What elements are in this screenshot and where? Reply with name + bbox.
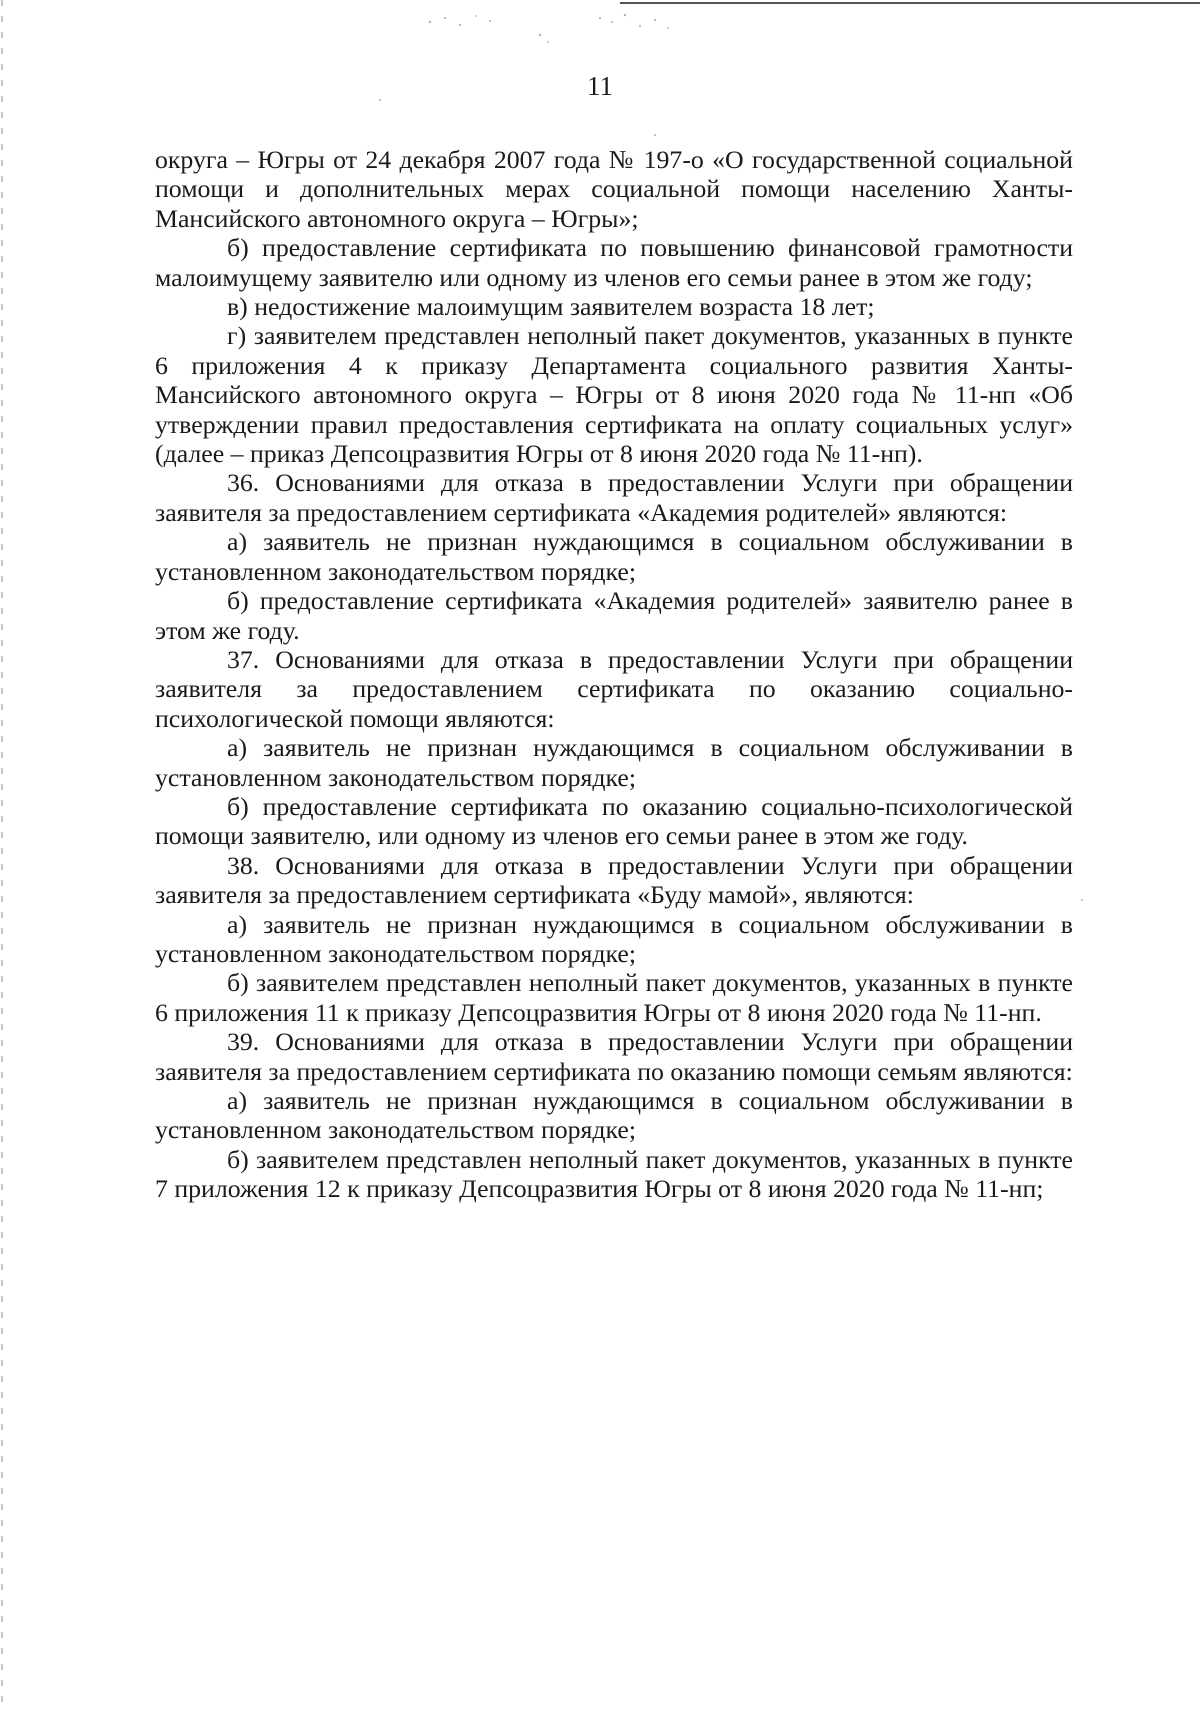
paragraph-38: 38. Основаниями для отказа в предоставлении Услуги при обращении заявителя за предоставлением сертификата «Буду мамой», являются: xyxy=(155,850,1073,910)
document-body xyxy=(155,145,1073,1204)
paragraph-item-b: б) предоставление сертификата по повышению финансовой грамотности малоимущему заявителю или одному из членов его семьи ранее в этом же году; xyxy=(155,233,1073,292)
paragraph-38-b: б) заявителем представлен неполный пакет документов, указанных в пункте 6 приложения 11 к приказу Депсоцразвития Югры от 8 июня 2020 года № 11-нп. xyxy=(155,968,1073,1027)
paragraph-37: 37. Основаниями для отказа в предоставлении Услуги при обращении заявителя за предоставлением сертификата по оказанию социально-психологической помощи являются: xyxy=(155,644,1073,733)
paragraph-39: 39. Основаниями для отказа в предоставлении Услуги при обращении заявителя за предоставлением сертификата по оказанию помощи семьям являются: xyxy=(155,1027,1073,1086)
paragraph-item-v: в) недостижение малоимущим заявителем возраста 18 лет; xyxy=(227,292,875,322)
paragraph-36-a: а) заявитель не признан нуждающимся в социальном обслуживании в установленном законодательством порядке; xyxy=(155,527,1073,586)
paragraph-36-b: б) предоставление сертификата «Академия родителей» заявителю ранее в этом же году. xyxy=(155,586,1073,645)
paragraph-37-b: б) предоставление сертификата по оказанию социально-психологической помощи заявителю, или одному из членов его семьи ранее в этом же году. xyxy=(155,791,1073,851)
paragraph-continuation: округа – Югры от 24 декабря 2007 года № 197-о «О государственной социальной помощи и дополнительных мерах социальной помощи населению Ханты-Мансийского автономного округа – Югры»; xyxy=(155,145,1073,233)
paragraph-39-b: б) заявителем представлен неполный пакет документов, указанных в пункте 7 приложения 12 к приказу Депсоцразвития Югры от 8 июня 2020 года № 11-нп; xyxy=(155,1144,1073,1204)
page-number: 11 xyxy=(587,71,613,101)
paragraph-37-a: а) заявитель не признан нуждающимся в социальном обслуживании в установленном законодательством порядке; xyxy=(155,733,1073,792)
paragraph-39-a: а) заявитель не признан нуждающимся в социальном обслуживании в установленном законодательством порядке; xyxy=(155,1086,1073,1145)
paragraph-38-a: а) заявитель не признан нуждающимся в социальном обслуживании в установленном законодательством порядке; xyxy=(155,909,1073,968)
paragraph-36: 36. Основаниями для отказа в предоставлении Услуги при обращении заявителя за предоставлением сертификата «Академия родителей» являются: xyxy=(155,468,1073,527)
paragraph-item-g: г) заявителем представлен неполный пакет документов, указанных в пункте 6 приложения 4 к приказу Департамента социального развития Ханты-Мансийского автономного округа – Югры от 8 июня 2020 года № 11-нп «Об утверждении правил предоставления сертификата на оплату социальных услуг» (далее – приказ Депсоцразвития Югры от 8 июня 2020 года № 11-нп). xyxy=(155,321,1073,469)
